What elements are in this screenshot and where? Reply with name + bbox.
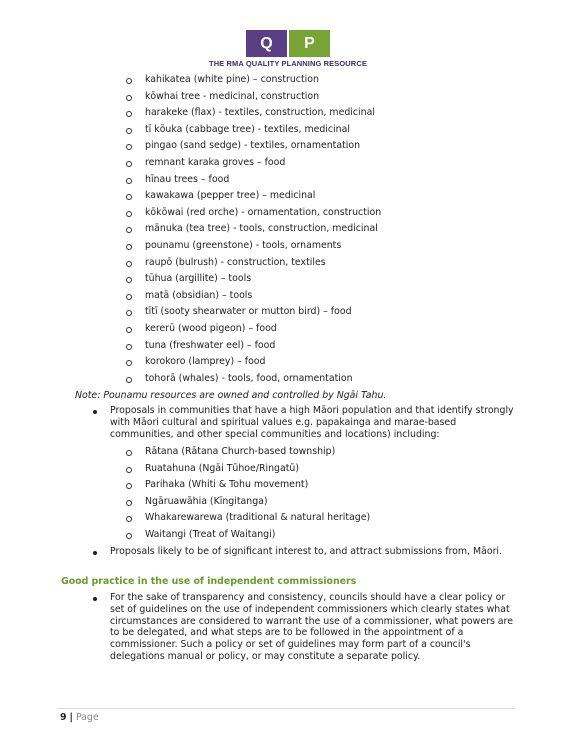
list-item [0, 477, 576, 494]
circle-bullet-icon [126, 500, 132, 506]
circle-bullet-icon [126, 360, 132, 366]
list-item-text: pounamu (greenstone) - tools, ornaments [145, 239, 342, 251]
circle-bullet-icon [126, 450, 132, 456]
resources-list [0, 72, 576, 387]
list-item-text: kahikatea (white pine) – construction [145, 74, 319, 85]
circle-bullet-icon [126, 227, 132, 233]
list-item-text: hīnau trees – food [145, 173, 230, 185]
circle-bullet-icon [126, 377, 132, 383]
list-item-text: tuna (freshwater eel) – food [145, 339, 276, 351]
list-item-text: matā (obsidian) – tools [145, 289, 253, 301]
circle-bullet-icon [126, 516, 132, 522]
footer-separator: | [69, 712, 73, 723]
list-item-text: kawakawa (pepper tree) – medicinal [145, 190, 316, 202]
list-item [0, 527, 576, 544]
bullet-text: For the sake of transparency and consistency, councils should have a clear policy or set of guidelines on the use of independent commissioners which clearly states what circumstances are considered to warrant the use of a commissioner, what powers are to be delegated, and what steps are to be followed in the appointment of a commissioner. Such a policy or set of guidelines may form part of a council's delegations manual or policy, or may constitute a separate policy. [110, 592, 513, 662]
list-item-text: tītī (sooty shearwater or mutton bird) – food [145, 306, 352, 318]
bullet-icon [93, 551, 97, 555]
circle-bullet-icon [126, 194, 132, 200]
list-item-text: Rātana (Rātana Church-based township) [145, 446, 336, 457]
list-item-text: Ngāruawāhia (Kīngitanga) [145, 495, 268, 507]
list-item-text: Whakarewarewa (traditional & natural heritage) [145, 512, 371, 524]
list-item [0, 304, 576, 321]
list-item-text: Waitangi (Treat of Waitangi) [145, 528, 276, 540]
logo-q: Q [246, 30, 287, 57]
circle-bullet-icon [126, 310, 132, 316]
list-item-text: raupō (bulrush) - construction, textiles [145, 256, 326, 268]
list-item [0, 461, 576, 478]
list-item-text: korokoro (lamprey) – food [145, 356, 266, 368]
circle-bullet-icon [126, 211, 132, 217]
list-item-text: tohorā (whales) - tools, food, ornamentation [145, 372, 353, 384]
list-item-text: Ruatahuna (Ngāi Tūhoe/Ringatū) [145, 462, 300, 474]
circle-bullet-icon [126, 144, 132, 150]
list-item-text: kōwhai tree - medicinal, construction [145, 90, 320, 102]
list-item-text: tūhua (argillite) – tools [145, 273, 252, 285]
list-item [0, 371, 576, 388]
list-item-text: tī kōuka (cabbage tree) - textiles, medicinal [145, 123, 350, 135]
logo-tagline: THE RMA QUALITY PLANNING RESOURCE [209, 59, 367, 68]
list-item [0, 238, 576, 255]
list-item [0, 494, 576, 511]
circle-bullet-icon [126, 467, 132, 473]
logo-boxes [246, 30, 330, 57]
logo [0, 30, 576, 68]
footer-divider [57, 708, 515, 709]
list-item [0, 321, 576, 338]
circle-bullet-icon [126, 344, 132, 350]
list-item-text: mānuka (tea tree) - tools, construction, medicinal [145, 223, 378, 235]
communities-list [0, 444, 576, 544]
list-item [0, 288, 576, 305]
list-item-text: kōkōwai (red orche) - ornamentation, construction [145, 206, 382, 218]
list-item-text: harakeke (flax) - textiles, construction, medicinal [145, 107, 375, 119]
pounamu-note: Note: Pounamu resources are owned and controlled by Ngāi Tahu. [75, 390, 387, 401]
list-item [0, 354, 576, 371]
circle-bullet-icon [126, 161, 132, 167]
list-item [0, 255, 576, 272]
list-item [0, 188, 576, 205]
list-item-text: remnant karaka groves – food [145, 156, 286, 168]
bullet-icon [93, 597, 97, 601]
list-item-text: pingao (sand sedge) - textiles, ornamentation [145, 140, 361, 152]
list-item [0, 89, 576, 106]
page-label: Page [75, 712, 99, 723]
circle-bullet-icon [126, 95, 132, 101]
circle-bullet-icon [126, 483, 132, 489]
circle-bullet-icon [126, 533, 132, 539]
circle-bullet-icon [126, 111, 132, 117]
circle-bullet-icon [126, 277, 132, 283]
circle-bullet-icon [126, 128, 132, 134]
page-footer [60, 712, 99, 723]
bullet-text: Proposals likely to be of significant interest to, and attract submissions from, Māori. [110, 546, 503, 557]
list-item [0, 105, 576, 122]
list-item [0, 338, 576, 355]
list-item [0, 221, 576, 238]
list-item [0, 138, 576, 155]
page-number: 9 [60, 712, 67, 723]
list-item [0, 122, 576, 139]
logo-p: P [289, 30, 330, 57]
list-item-text: Parihaka (Whiti & Tohu movement) [145, 479, 309, 491]
circle-bullet-icon [126, 178, 132, 184]
circle-bullet-icon [126, 327, 132, 333]
list-item [0, 72, 576, 89]
circle-bullet-icon [126, 244, 132, 250]
list-item [0, 172, 576, 189]
circle-bullet-icon [126, 78, 132, 84]
list-item [0, 205, 576, 222]
section-heading: Good practice in the use of independent commissioners [61, 576, 357, 587]
list-item-text: kererū (wood pigeon) – food [145, 322, 277, 334]
list-item [0, 271, 576, 288]
list-item [0, 155, 576, 172]
bullet-text: Proposals in communities that have a high Māori population and that identify strongly with Māori cultural and spiritual values e.g. papakainga and marae-based communities, and other special communities and locations) including: [110, 405, 514, 440]
list-item [0, 444, 576, 461]
bullet-icon [93, 410, 97, 414]
list-item [0, 510, 576, 527]
circle-bullet-icon [126, 261, 132, 267]
circle-bullet-icon [126, 294, 132, 300]
